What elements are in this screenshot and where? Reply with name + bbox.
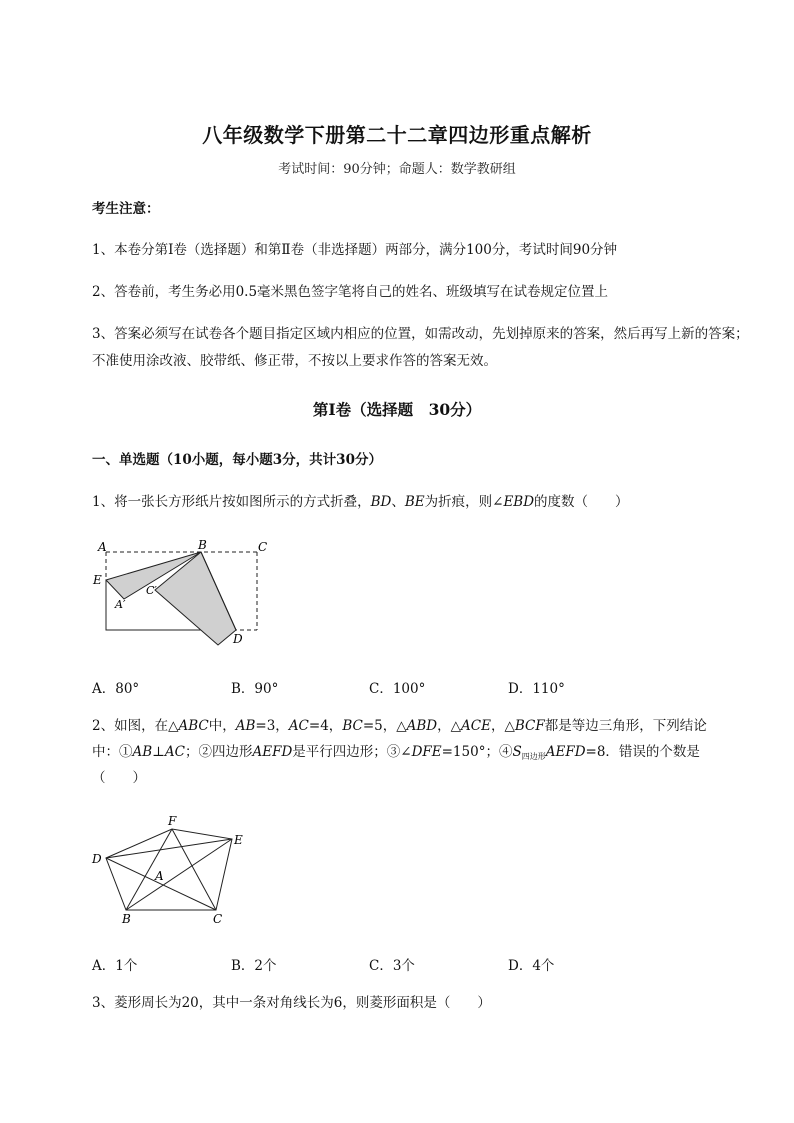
part1-heading: 一、单选题（10小题，每小题3分，共计30分） [92,452,382,468]
question-1-figure [88,535,278,655]
fig2-label-b: B [122,912,131,926]
fig1-label-c: C [258,540,268,554]
fig1-label-a-prime: A′ [115,598,126,611]
q2-option-a[interactable]: A．1个 [92,958,138,974]
q1-option-b[interactable]: B．90° [231,681,279,697]
fig1-label-d: D [233,632,243,646]
question-2-figure [88,810,258,930]
exam-subtitle: 考试时间：90分钟；命题人：数学教研组 [278,162,516,177]
q1-option-d[interactable]: D．110° [508,681,565,697]
notice-item-2: 2、答卷前，考生务必用0.5毫米黑色签字笔将自己的姓名、班级填写在试卷规定位置上 [92,284,609,300]
page-title: 八年级数学下册第二十二章四边形重点解析 [202,123,592,147]
fig2-label-f: F [168,814,177,828]
q1-option-c[interactable]: C．100° [369,681,426,697]
fig1-label-b: B [198,538,207,552]
question-1-text: 1、将一张长方形纸片按如图所示的方式折叠，BD、BE为折痕，则∠EBD的度数（ ） [92,494,629,510]
q2-option-c[interactable]: C．3个 [369,958,415,974]
fig2-label-d: D [92,852,102,866]
fig2-label-e: E [234,833,243,847]
q1-option-a[interactable]: A．80° [92,681,140,697]
question-2-line-2: 中：①AB⊥AC；②四边形AEFD是平行四边形；③∠DFE=150°；$④S_{四边形}AEFD=8$．错误的个数是 [92,744,700,761]
section-title: 第Ⅰ卷（选择题 30分） [312,400,482,419]
question-2-line-1: 2、如图，在△ABC中，AB=3，AC=4，BC=5，△ABD，△ACE，△BCF都是等边三角形，下列结论 [92,718,707,734]
fig1-label-c-prime: C′ [146,584,157,597]
notice-item-1: 1、本卷分第Ⅰ卷（选择题）和第Ⅱ卷（非选择题）两部分，满分100分，考试时间90分钟 [92,242,618,258]
fig2-label-c: C [213,912,223,926]
notice-item-3: 3、答案必须写在试卷各个题目指定区域内相应的位置，如需改动，先划掉原来的答案，然后再写上新的答案；不准使用涂改液、胶带纸、修正带，不按以上要求作答的答案无效。 [92,326,749,369]
question-2-line-3: （ ） [92,770,146,786]
notice-heading: 考生注意： [92,201,160,217]
fig1-label-a: A [98,540,107,554]
fig2-label-a: A [155,869,164,883]
fig1-label-e: E [93,573,102,587]
q2-option-d[interactable]: D．4个 [508,958,555,974]
question-3-text: 3、菱形周长为20，其中一条对角线长为6，则菱形面积是（ ） [92,995,491,1011]
q2-option-b[interactable]: B．2个 [231,958,277,974]
